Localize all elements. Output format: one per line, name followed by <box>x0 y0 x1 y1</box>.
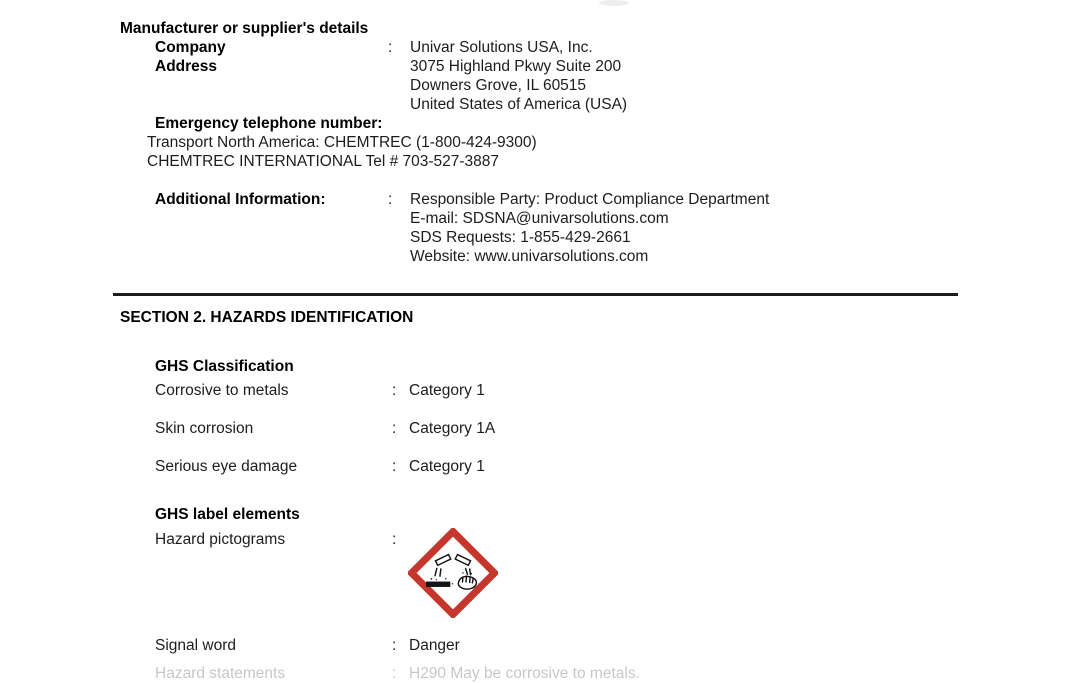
classification-row-value: Category 1A <box>409 420 496 437</box>
colon-separator: : <box>392 637 397 654</box>
colon-separator: : <box>392 531 397 548</box>
classification-row-value: Category 1 <box>409 382 485 399</box>
colon-separator: : <box>388 191 393 208</box>
signal-word-value: Danger <box>409 637 460 654</box>
section-divider-rule <box>113 293 958 296</box>
ghs-label-elements-heading: GHS label elements <box>155 506 300 523</box>
address-label: Address <box>155 58 218 75</box>
colon-separator: : <box>388 39 393 56</box>
pictogram-diamond-border <box>412 532 495 615</box>
emergency-line: CHEMTREC INTERNATIONAL Tel # 703-527-3887 <box>147 153 500 170</box>
classification-row-value: Category 1 <box>409 458 485 475</box>
signal-word-label: Signal word <box>155 637 236 654</box>
colon-separator: : <box>392 382 397 399</box>
classification-row-label: Serious eye damage <box>155 458 298 475</box>
emergency-heading: Emergency telephone number: <box>155 115 383 132</box>
classification-row-label: Corrosive to metals <box>155 382 289 399</box>
additional-info-line: E-mail: SDSNA@univarsolutions.com <box>410 210 669 227</box>
colon-separator: : <box>392 420 397 437</box>
additional-info-line: Website: www.univarsolutions.com <box>410 248 649 265</box>
address-line: United States of America (USA) <box>410 96 628 113</box>
address-line: Downers Grove, IL 60515 <box>410 77 587 94</box>
hazard-pictograms-label: Hazard pictograms <box>155 531 286 548</box>
company-value: Univar Solutions USA, Inc. <box>410 39 593 56</box>
company-label: Company <box>155 39 226 56</box>
emergency-line: Transport North America: CHEMTREC (1-800-424-9300) <box>147 134 537 151</box>
hazard-statements-label-clipped: Hazard statements <box>155 665 286 682</box>
manufacturer-heading: Manufacturer or supplier's details <box>120 20 369 37</box>
additional-info-label: Additional Information: <box>155 191 326 208</box>
hazard-statements-value-clipped: H290 May be corrosive to metals. <box>409 665 640 682</box>
classification-row-label: Skin corrosion <box>155 420 254 437</box>
additional-info-line: SDS Requests: 1-855-429-2661 <box>410 229 631 246</box>
address-line: 3075 Highland Pkwy Suite 200 <box>410 58 622 75</box>
ghs05-corrosion-pictogram-icon <box>408 528 498 618</box>
section2-title: SECTION 2. HAZARDS IDENTIFICATION <box>120 309 414 326</box>
colon-separator: : <box>392 665 397 682</box>
additional-info-line: Responsible Party: Product Compliance Department <box>410 191 770 208</box>
page-top-scan-artifact <box>599 0 629 6</box>
ghs-classification-heading: GHS Classification <box>155 358 294 375</box>
colon-separator: : <box>392 458 397 475</box>
